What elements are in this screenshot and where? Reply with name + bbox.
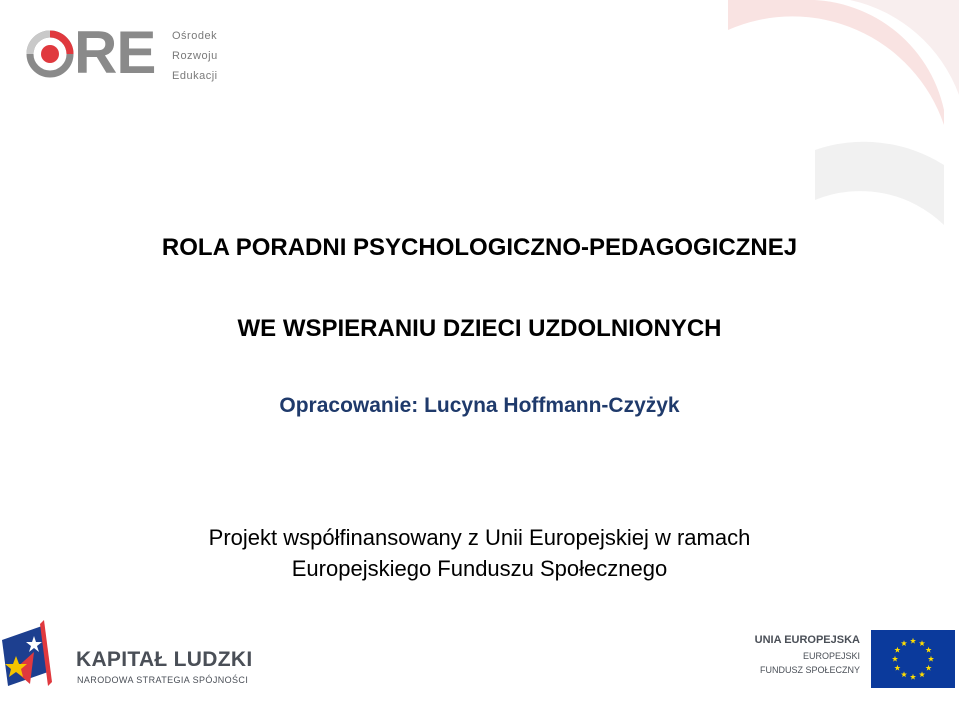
project-funding-note [0,522,959,584]
ore-circle-logo-icon [24,28,76,80]
ore-logo-subtitle [172,26,218,86]
ore-sub-line2: Rozwoju [172,50,218,62]
eu-flag-icon [871,630,955,688]
title-line-1: ROLA PORADNI PSYCHOLOGICZNO-PEDAGOGICZNEJ [161,234,798,261]
kapital-ludzki-title: KAPITAŁ LUDZKI [76,648,253,671]
ore-logo-letters: RE [74,19,156,86]
title-line-2: WE WSPIERANIU DZIECI UZDOLNIONYCH [237,315,722,342]
eu-logo [740,630,955,690]
kapital-ludzki-flag-icon [0,612,70,704]
eu-logo-text [755,632,860,677]
author-credit: Opracowanie: Lucyna Hoffmann-Czyżyk [279,394,680,417]
ore-logo [24,19,234,88]
ore-sub-line1: Ośrodek [172,30,218,42]
eu-line-1: UNIA EUROPEJSKA [754,634,860,646]
kapital-ludzki-subtitle: NARODOWA STRATEGIA SPÓJNOŚCI [77,675,249,685]
ore-sub-line3: Edukacji [172,70,218,82]
kapital-ludzki-logo [0,612,280,702]
eu-line-3: FUNDUSZ SPOŁECZNY [759,665,860,675]
project-line-1: Projekt współfinansowany z Unii Europejskiej w ramach [208,525,751,550]
project-line-2: Europejskiego Funduszu Społecznego [291,556,668,581]
eu-line-2: EUROPEJSKI [802,651,860,661]
